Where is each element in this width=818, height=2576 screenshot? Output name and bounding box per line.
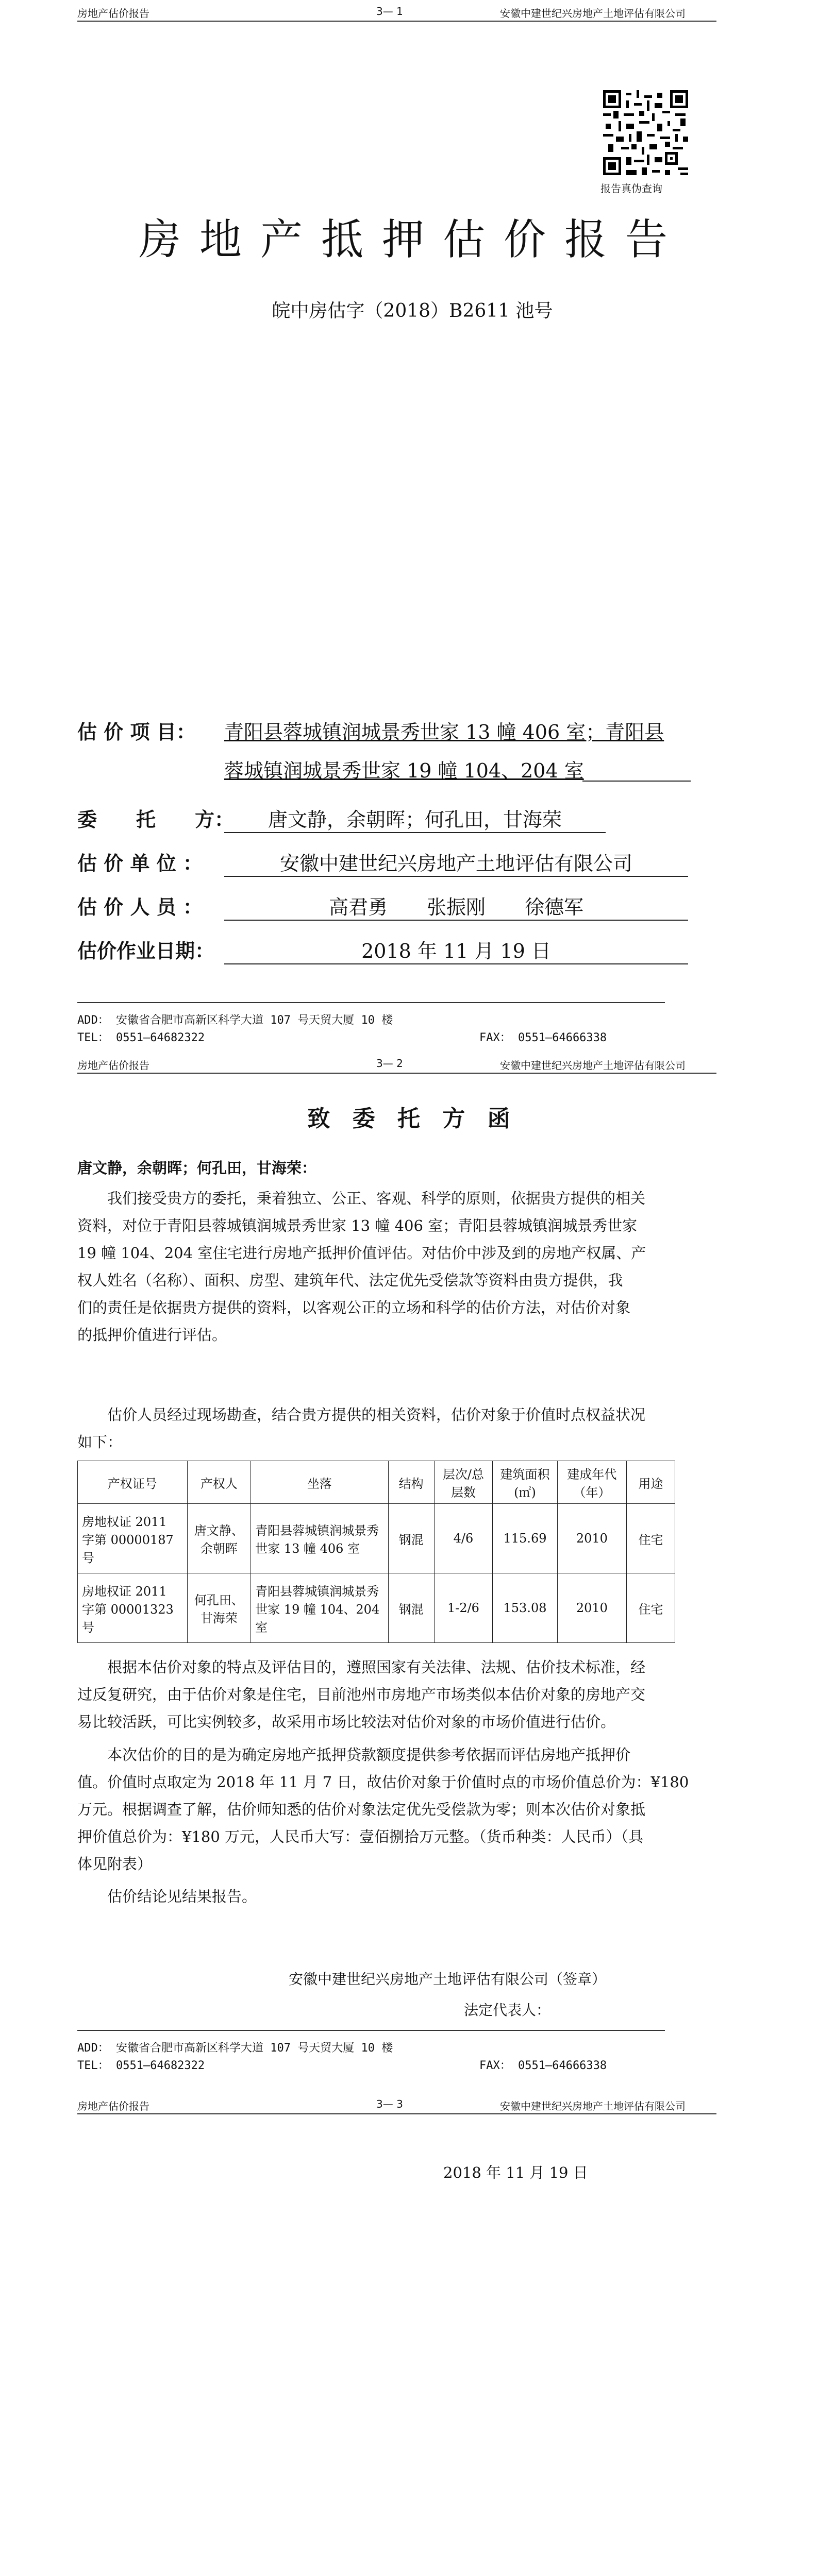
- document-number: 皖中房估字（2018）B2611 池号: [272, 300, 553, 321]
- table-header-cell: 坐落: [251, 1461, 388, 1504]
- table-cell: 青阳县蓉城镇润城景秀世家 13 幢 406 室: [251, 1504, 388, 1573]
- info-value-project: 青阳县蓉城镇润城景秀世家 13 幢 406 室；青阳县: [224, 721, 664, 743]
- table-header-cell: 产权证号: [78, 1461, 188, 1504]
- letter-title: 致 委 托 方 函: [307, 1106, 517, 1132]
- info-label-appraisers: 估 价 人 员 ：: [77, 895, 203, 919]
- paragraph-1-line: 资料，对位于青阳县蓉城镇润城景秀世家 13 幢 406 室；青阳县蓉城镇润城景秀世家: [77, 1217, 638, 1234]
- info-value-date: 2018 年 11 月 19 日: [224, 935, 688, 964]
- info-value-appraisers: 高君勇 张振刚 徐德军: [224, 891, 688, 921]
- paragraph-3: [77, 1654, 696, 1736]
- info-underline: [582, 781, 691, 782]
- info-value-client: 唐文静，余朝晖；何孔田，甘海荣: [224, 804, 606, 833]
- qr-code-icon[interactable]: [603, 90, 688, 175]
- footer-rule: [77, 1002, 665, 1003]
- paragraph-3-line: 易比较活跃，可比实例较多，故采用市场比较法对估价对象的市场价值进行估价。: [77, 1713, 616, 1731]
- footer-tel: TEL： 0551—64682322: [77, 2059, 205, 2072]
- page1-header: [77, 3, 716, 22]
- paragraph-4-line: 押价值总价为：¥180 万元，人民币大写：壹佰捌拾万元整。（货币种类：人民币）（具: [77, 1828, 644, 1845]
- table-header-row: [78, 1461, 675, 1504]
- page1-footer: [77, 1002, 665, 1044]
- footer-fax: FAX： 0551—64666338: [479, 1031, 607, 1044]
- report-title: 房地产抵押估价报告: [138, 215, 686, 264]
- footer-rule: [77, 2030, 665, 2031]
- signature-representative: 法定代表人：: [464, 2002, 551, 2019]
- table-header-cell: 层次/总层数: [434, 1461, 493, 1504]
- table-cell: 住宅: [627, 1573, 675, 1643]
- table-cell: 2010: [557, 1573, 626, 1643]
- table-cell: 住宅: [627, 1504, 675, 1573]
- table-cell: 1-2/6: [434, 1573, 493, 1643]
- header-left: 房地产估价报告: [77, 7, 149, 20]
- header-left: 房地产估价报告: [77, 1059, 149, 1072]
- paragraph-3-line: 根据本估价对象的特点及评估目的，遵照国家有关法律、法规、估价技术标准，经: [107, 1658, 646, 1676]
- header-page-number: 3— 3: [376, 2098, 403, 2110]
- paragraph-1-line: 们的责任是依据贵方提供的资料，以客观公正的立场和科学的估价方法，对估价对象: [77, 1299, 631, 1316]
- footer-tel: TEL： 0551—64682322: [77, 1031, 205, 1044]
- table-cell: 115.69: [493, 1504, 558, 1573]
- table-row: [78, 1573, 675, 1643]
- page3-header: [77, 2096, 716, 2114]
- paragraph-1-line: 权人姓名（名称）、面积、房型、建筑年代、法定优先受偿款等资料由贵方提供，我: [77, 1272, 623, 1289]
- table-header-cell: 结构: [388, 1461, 434, 1504]
- paragraph-4-line: 值。价值时点取定为 2018 年 11 月 7 日，故估价对象于价值时点的市场价值总价为：¥180: [77, 1773, 689, 1791]
- qr-caption: 报告真伪查询: [600, 182, 662, 195]
- paragraph-4-line: 体见附表）: [77, 1855, 153, 1873]
- header-company: 安徽中建世纪兴房地产土地评估有限公司: [500, 2100, 686, 2112]
- header-page-number: 3— 2: [376, 1057, 403, 1070]
- paragraph-4-line: 万元。根据调查了解，估价师知悉的估价对象法定优先受偿款为零；则本次估价对象抵: [77, 1801, 646, 1818]
- info-label-project: 估 价 项 目：: [77, 720, 196, 743]
- paragraph-2-line: 如下：: [77, 1433, 123, 1451]
- table-cell: 153.08: [493, 1573, 558, 1643]
- header-company: 安徽中建世纪兴房地产土地评估有限公司: [500, 7, 686, 20]
- table-row: [78, 1504, 675, 1573]
- signature-company: 安徽中建世纪兴房地产土地评估有限公司（签章）: [289, 1971, 607, 1988]
- paragraph-3-line: 过反复研究，由于估价对象是住宅，目前池州市房地产市场类似本估价对象的房地产交: [77, 1686, 646, 1703]
- table-cell: 房地权证 2011 字第 00000187 号: [78, 1504, 188, 1573]
- info-label-date: 估价作业日期：: [77, 939, 215, 962]
- table-header-cell: 建筑面积(㎡): [493, 1461, 558, 1504]
- paragraph-1-line: 19 幢 104、204 室住宅进行房地产抵押价值评估。对估价中涉及到的房地产权属、产: [77, 1244, 646, 1262]
- paragraph-5: 估价结论见结果报告。: [107, 1888, 257, 1905]
- table-cell: 4/6: [434, 1504, 493, 1573]
- table-header-cell: 建成年代（年）: [557, 1461, 626, 1504]
- table-cell: 唐文静、余朝晖: [187, 1504, 251, 1573]
- table-cell: 钢混: [388, 1573, 434, 1643]
- paragraph-1: [77, 1185, 696, 1349]
- page2-footer: [77, 2030, 665, 2072]
- footer-address: ADD： 安徽省合肥市高新区科学大道 107 号天贸大厦 10 楼: [77, 1014, 393, 1027]
- table-cell: 钢混: [388, 1504, 434, 1573]
- footer-fax: FAX： 0551—64666338: [479, 2059, 607, 2072]
- info-value-appraiser-org: 安徽中建世纪兴房地产土地评估有限公司: [224, 848, 688, 877]
- page2-header: [77, 1055, 716, 1074]
- info-label-appraiser-org: 估 价 单 位 ：: [77, 852, 203, 875]
- table-cell: 2010: [557, 1504, 626, 1573]
- property-table: [77, 1461, 675, 1643]
- header-left: 房地产估价报告: [77, 2100, 149, 2112]
- paragraph-1-line: 的抵押价值进行评估。: [77, 1326, 227, 1344]
- paragraph-2: [77, 1401, 696, 1456]
- paragraph-4-line: 本次估价的目的是为确定房地产抵押贷款额度提供参考依据而评估房地产抵押价: [107, 1746, 631, 1764]
- table-cell: 房地权证 2011 字第 00001323 号: [78, 1573, 188, 1643]
- letter-salutation: 唐文静，余朝晖；何孔田，甘海荣：: [77, 1159, 317, 1177]
- table-header-cell: 用途: [627, 1461, 675, 1504]
- header-page-number: 3— 1: [376, 5, 403, 18]
- footer-address: ADD： 安徽省合肥市高新区科学大道 107 号天贸大厦 10 楼: [77, 2042, 393, 2055]
- info-label-client: 委 托 方：: [77, 808, 235, 831]
- info-value-project-line2: 蓉城镇润城景秀世家 19 幢 104、204 室: [224, 759, 584, 782]
- letter-date: 2018 年 11 月 19 日: [443, 2164, 588, 2181]
- table-header-cell: 产权人: [187, 1461, 251, 1504]
- header-company: 安徽中建世纪兴房地产土地评估有限公司: [500, 1059, 686, 1072]
- paragraph-4: [77, 1741, 696, 1878]
- table-cell: 青阳县蓉城镇润城景秀世家 19 幢 104、204 室: [251, 1573, 388, 1643]
- paragraph-2-line: 估价人员经过现场勘查，结合贵方提供的相关资料，估价对象于价值时点权益状况: [107, 1406, 646, 1423]
- paragraph-1-line: 我们接受贵方的委托，秉着独立、公正、客观、科学的原则，依据贵方提供的相关: [107, 1190, 646, 1207]
- table-cell: 何孔田、甘海荣: [187, 1573, 251, 1643]
